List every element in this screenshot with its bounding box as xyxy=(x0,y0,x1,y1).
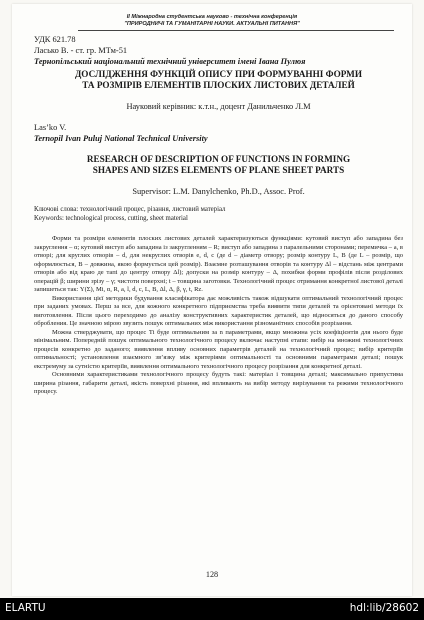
repository-name: ELARTU xyxy=(5,602,46,614)
title-ua-line-2: ТА РОЗМІРІВ ЕЛЕМЕНТІВ ПЛОСКИХ ЛИСТОВИХ ДЕТАЛЕЙ xyxy=(82,80,355,90)
author-en: Las’ko V. xyxy=(34,123,67,132)
conference-header xyxy=(12,14,412,28)
article-body xyxy=(34,235,403,397)
repository-footer-bar xyxy=(0,598,424,620)
title-ua-line-1: ДОСЛІДЖЕННЯ ФУНКЦІЙ ОПИСУ ПРИ ФОРМУВАННІ ФОРМИ xyxy=(74,69,363,79)
title-ua xyxy=(34,69,403,91)
header-rule xyxy=(78,30,394,31)
supervisor-en: Supervisor: L.M. Danylchenko, Ph.D., Assoc. Prof. xyxy=(132,187,305,196)
paragraph: Основними характеристиками технологічного процесу будуть такі: матеріал і товщина деталі; максимально припустима ширина різання, габарити деталі, якість поверхні різання, які впливають на вибір методу вирізування та режими технологічного процесу. xyxy=(34,371,403,395)
keywords-en: Keywords: technological process, cutting, sheet material xyxy=(34,215,188,222)
conference-line-2: "ПРИРОДНИЧІ ТА ГУМАНІТАРНІ НАУКИ. АКТУАЛЬНІ ПИТАННЯ" xyxy=(124,21,300,27)
affiliation-ua: Тернопільський національний технічний університет імені Івана Пулюя xyxy=(34,57,306,66)
handle-link[interactable]: hdl:lib/28602 xyxy=(349,602,419,614)
paragraph: Форми та розміри елементів плоских листових деталей характеризуються функціями: кутовий виступ або западина без закруглення – α; кутовий виступ або западина із закругленням – R; виступ або западина з паралельними сторонами; перемичка – а, в отворі; для круглих отворів – d, для некруглих отворів е, d, с (де d – діаметр отвору; розмір контуру L, B (де L – розмір, що оформлюється, B – довжина, якою формується цей розмір). Взаємне розташування отворів та контуру Δl – відстань між центрами отворів або від краю де тапі до центру отвору Δl); допуски на розмір контуру – Δ, похибки форми профілів після розділових операцій β; ширини зрізу – γ; чистоти поверхні; t – товщина заготовки. Технологічний процес отримання конкретної листової деталі запишеться так: Y(Ʃ), Mi, α, R, a, l, d, c, L, B, Δl, Δ, β, γ, t, Rz. xyxy=(34,235,403,293)
page-number: 128 xyxy=(205,570,219,579)
paragraph: Використання цієї методики будування класифікатора дає можливість також відшукати оптимальний технологічний процес при заданих умовах. Перш за все, для кожного конкретного підприємства треба виявити типи деталей та орієнтовані методи їх виготовлення. Після цього переходимо до аналізу конструктивних характеристик деталей, що відносяться до даного способу обробления. Це значною мірою звузить пошук оптимальних між використання різноманітних способів розрізання. xyxy=(34,294,403,327)
supervisor-ua: Науковий керівник: к.т.н., доцент Данильченко Л.М xyxy=(126,102,311,111)
udc-code: УДК 621.78 xyxy=(34,35,76,44)
article-content xyxy=(34,34,403,397)
affiliation-en: Ternopil Ivan Puluj National Technical University xyxy=(34,134,208,143)
title-en xyxy=(34,154,403,176)
conference-line-1: ІІ Міжнародна студентська науково - технічна конференція xyxy=(126,14,298,20)
author-ua: Ласько В. - ст. гр. МТм-51 xyxy=(34,46,128,55)
title-en-line-2: SHAPES AND SIZES ELEMENTS OF PLANE SHEET PARTS xyxy=(92,165,345,175)
paragraph: Можна стверджувати, що процес Ті буде оптимальним за n параметрами, якщо множина усіх коефіцієнтів для нього буде мінімальним. Попередній пошук оптимального технологічного процесу включає наступні етапи: вибір на множині технологічних процесів конкретно до заданого; виявлення впливу основних параметрів деталей на технологічний процес; вибір критеріїв оптимальності; установлення взаємного зв’язку між критеріями оптимальності та основними параметрами деталі; пошук екстремуму за сутністю критеріїв, виявлення оптимального технологічного процесу розрізання для конкретної деталі. xyxy=(34,328,403,370)
document-page xyxy=(12,4,412,596)
title-en-line-1: RESEARCH OF DESCRIPTION OF FUNCTIONS IN FORMING xyxy=(86,154,351,164)
keywords-ua: Ключові слова: технологічний процес, різання, листовий матеріал xyxy=(34,206,226,213)
